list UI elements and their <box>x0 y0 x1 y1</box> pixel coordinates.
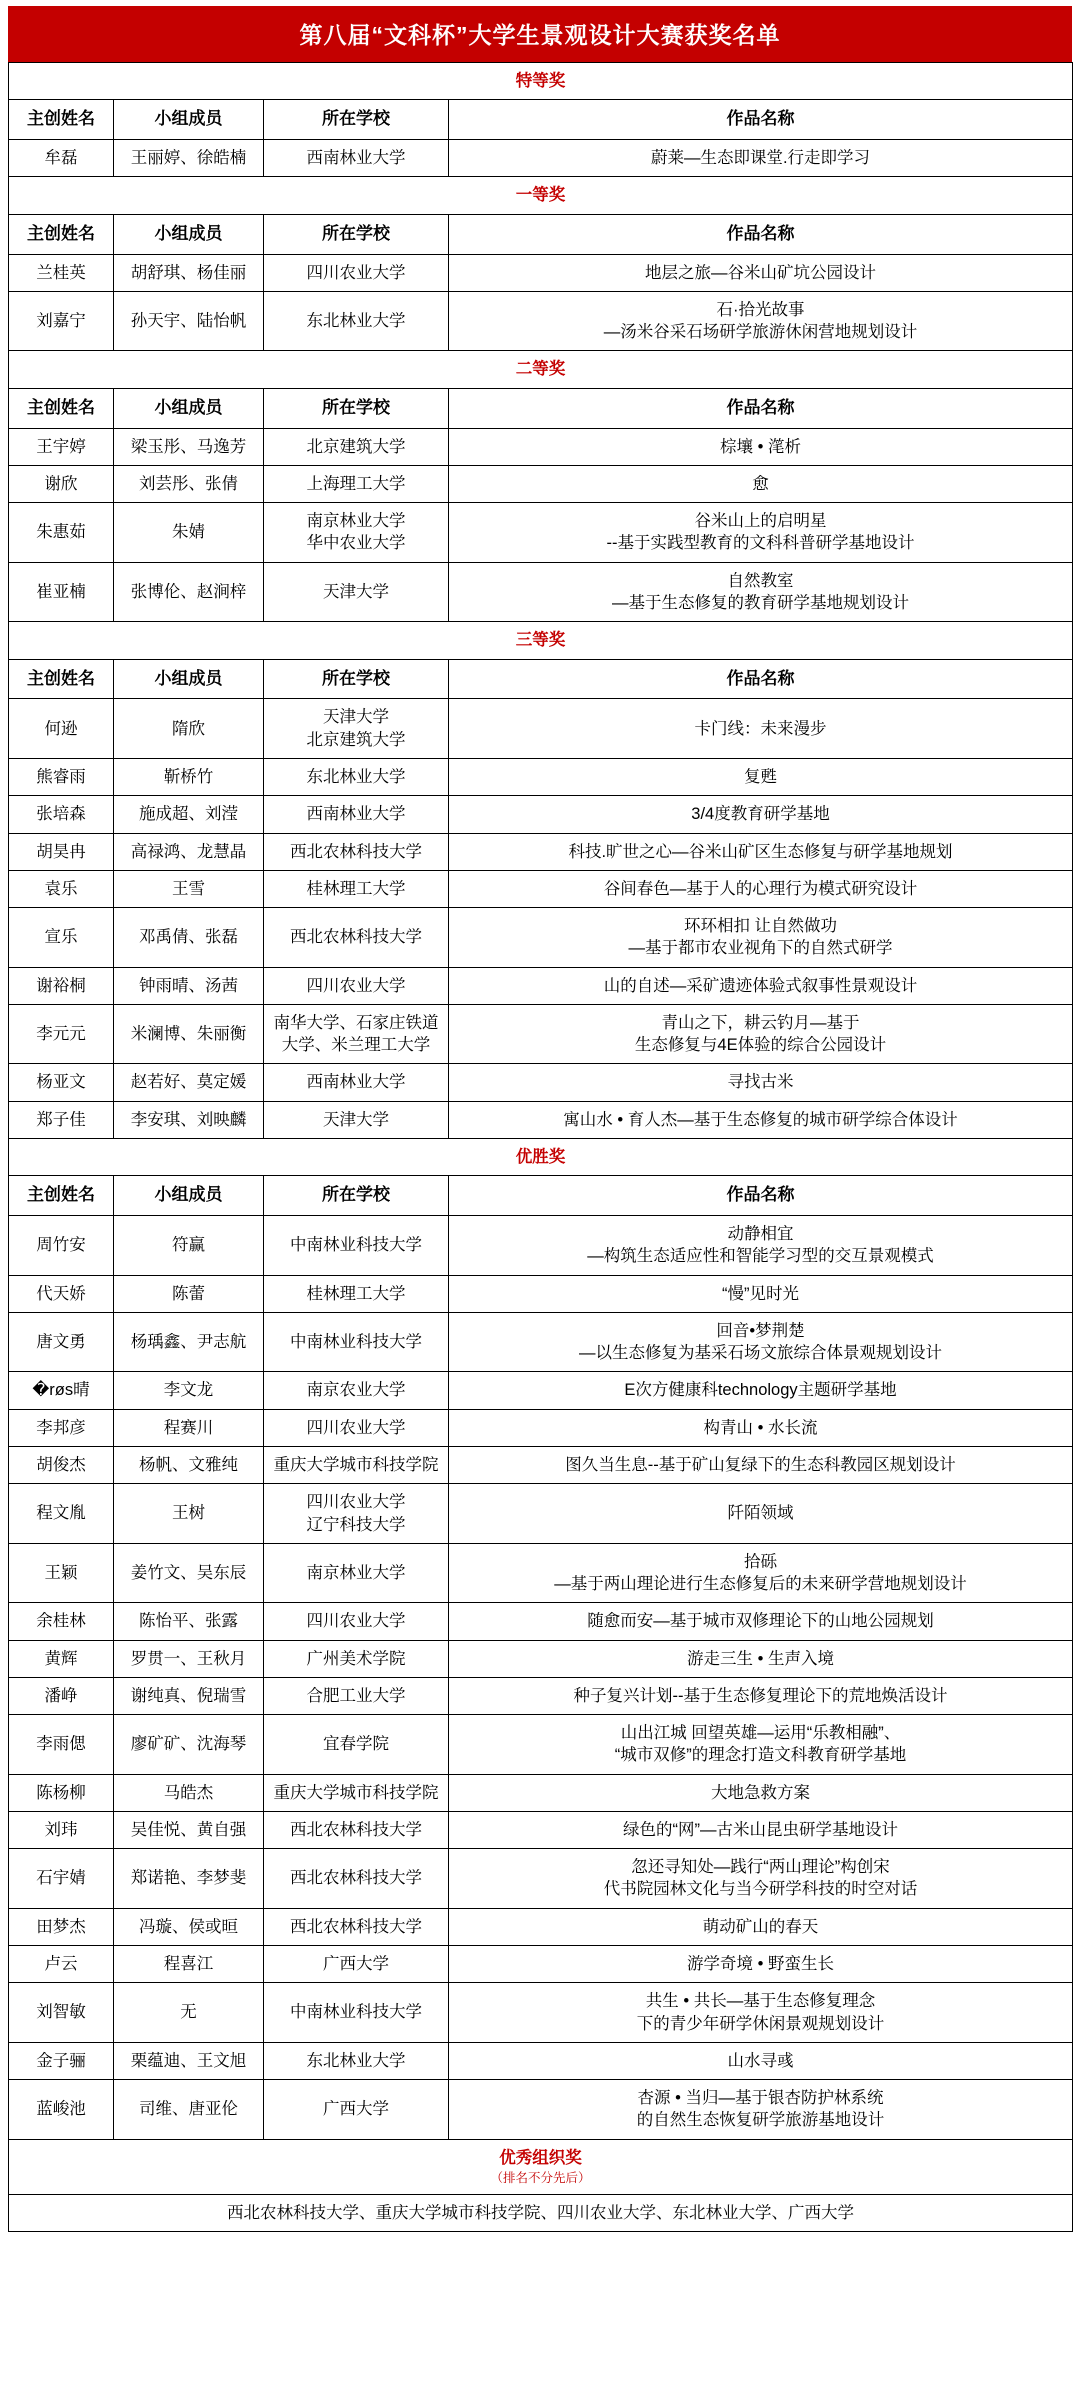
work-title: 寓山水 • 育人杰—基于生态修复的城市研学综合体设计 <box>449 1101 1073 1138</box>
work-title: 种子复兴计划--基于生态修复理论下的荒地焕活设计 <box>449 1677 1073 1714</box>
table-row <box>9 254 1073 291</box>
section-heading-row <box>9 1138 1073 1175</box>
work-title: 石·拾光故事 —汤米谷采石场研学旅游休闲营地规划设计 <box>449 291 1073 351</box>
school: 合肥工业大学 <box>264 1677 449 1714</box>
section-title: 三等奖 <box>9 622 1073 659</box>
column-header-2: 小组成员 <box>114 388 264 428</box>
creator-name: 陈杨柳 <box>9 1774 114 1811</box>
column-header-row <box>9 388 1073 428</box>
section-title: 特等奖 <box>9 63 1073 100</box>
team-members: 冯璇、侯或晅 <box>114 1908 264 1945</box>
table-row <box>9 908 1073 968</box>
work-title: 山出江城 回望英雄—运用“乐教相融”、 “城市双修”的理念打造文科教育研学基地 <box>449 1715 1073 1775</box>
work-title: 动静相宜 —构筑生态适应性和智能学习型的交互景观模式 <box>449 1216 1073 1276</box>
creator-name: 谢裕桐 <box>9 967 114 1004</box>
column-header-2: 小组成员 <box>114 1176 264 1216</box>
creator-name: 程文胤 <box>9 1484 114 1544</box>
school: 西南林业大学 <box>264 140 449 177</box>
org-award-list: 西北农林科技大学、重庆大学城市科技学院、四川农业大学、东北林业大学、广西大学 <box>9 2194 1073 2231</box>
team-members: 王树 <box>114 1484 264 1544</box>
school: 中南林业科技大学 <box>264 1312 449 1372</box>
org-award-row <box>9 2194 1073 2231</box>
school: 天津大学 <box>264 1101 449 1138</box>
school: 天津大学 北京建筑大学 <box>264 699 449 759</box>
work-title: 谷米山上的启明星 --基于实践型教育的文科科普研学基地设计 <box>449 503 1073 563</box>
table-row <box>9 967 1073 1004</box>
team-members: 王雪 <box>114 870 264 907</box>
table-row <box>9 1983 1073 2043</box>
creator-name: 唐文勇 <box>9 1312 114 1372</box>
school: 四川农业大学 <box>264 254 449 291</box>
section-title: 二等奖 <box>9 351 1073 388</box>
school: 桂林理工大学 <box>264 870 449 907</box>
creator-name: 黄辉 <box>9 1640 114 1677</box>
column-header-3: 所在学校 <box>264 659 449 699</box>
creator-name: 石宇婧 <box>9 1849 114 1909</box>
table-row <box>9 1101 1073 1138</box>
school: 四川农业大学 <box>264 967 449 1004</box>
creator-name: 王宇婷 <box>9 428 114 465</box>
table-row <box>9 1484 1073 1544</box>
school: 西北农林科技大学 <box>264 833 449 870</box>
table-row <box>9 503 1073 563</box>
school: 西南林业大学 <box>264 1064 449 1101</box>
table-row <box>9 1446 1073 1483</box>
creator-name: 余桂林 <box>9 1603 114 1640</box>
team-members: 隋欣 <box>114 699 264 759</box>
section-heading-row <box>9 177 1073 214</box>
table-row <box>9 1908 1073 1945</box>
creator-name: 谢欣 <box>9 465 114 502</box>
org-award-title: 优秀组织奖 （排名不分先后） <box>9 2139 1073 2194</box>
column-header-1: 主创姓名 <box>9 1176 114 1216</box>
page-title: 第八届“文科杯”大学生景观设计大赛获奖名单 <box>8 6 1072 62</box>
table-row <box>9 1677 1073 1714</box>
creator-name: 袁乐 <box>9 870 114 907</box>
school: 四川农业大学 辽宁科技大学 <box>264 1484 449 1544</box>
column-header-3: 所在学校 <box>264 214 449 254</box>
table-row <box>9 1004 1073 1064</box>
table-row <box>9 2042 1073 2079</box>
section-heading-row <box>9 622 1073 659</box>
team-members: 谢纯真、倪瑞雪 <box>114 1677 264 1714</box>
org-award-heading-row <box>9 2139 1073 2194</box>
school: 四川农业大学 <box>264 1603 449 1640</box>
work-title: 构青山 • 水长流 <box>449 1409 1073 1446</box>
table-row <box>9 833 1073 870</box>
creator-name: 何逊 <box>9 699 114 759</box>
team-members: 陈蕾 <box>114 1275 264 1312</box>
school: 天津大学 <box>264 562 449 622</box>
work-title: 拾砾 —基于两山理论进行生态修复后的未来研学营地规划设计 <box>449 1543 1073 1603</box>
column-header-row <box>9 659 1073 699</box>
team-members: 刘芸彤、张倩 <box>114 465 264 502</box>
school: 广西大学 <box>264 1945 449 1982</box>
team-members: 郑诺艳、李梦斐 <box>114 1849 264 1909</box>
work-title: “慢”见时光 <box>449 1275 1073 1312</box>
creator-name: 王颖 <box>9 1543 114 1603</box>
creator-name: 崔亚楠 <box>9 562 114 622</box>
table-row <box>9 562 1073 622</box>
table-row <box>9 1372 1073 1409</box>
table-row <box>9 870 1073 907</box>
team-members: 张博伦、赵涧梓 <box>114 562 264 622</box>
creator-name: 李雨偲 <box>9 1715 114 1775</box>
team-members: 朱婧 <box>114 503 264 563</box>
team-members: 栗蕴迪、王文旭 <box>114 2042 264 2079</box>
table-row <box>9 2080 1073 2140</box>
column-header-row <box>9 1176 1073 1216</box>
work-title: 游学奇境 • 野蛮生长 <box>449 1945 1073 1982</box>
column-header-4: 作品名称 <box>449 659 1073 699</box>
team-members: 施成超、刘滢 <box>114 796 264 833</box>
school: 南京林业大学 华中农业大学 <box>264 503 449 563</box>
school: 上海理工大学 <box>264 465 449 502</box>
creator-name: 卢云 <box>9 1945 114 1982</box>
work-title: 复甦 <box>449 759 1073 796</box>
work-title: 3/4度教育研学基地 <box>449 796 1073 833</box>
school: 南京农业大学 <box>264 1372 449 1409</box>
work-title: 地层之旅—谷米山矿坑公园设计 <box>449 254 1073 291</box>
creator-name: 田梦杰 <box>9 1908 114 1945</box>
column-header-3: 所在学校 <box>264 388 449 428</box>
column-header-4: 作品名称 <box>449 100 1073 140</box>
team-members: 李安琪、刘映麟 <box>114 1101 264 1138</box>
table-row <box>9 1811 1073 1848</box>
team-members: 梁玉彤、马逸芳 <box>114 428 264 465</box>
creator-name: 朱惠茹 <box>9 503 114 563</box>
table-row <box>9 796 1073 833</box>
table-row <box>9 1849 1073 1909</box>
work-title: 共生 • 共长—基于生态修复理念 下的青少年研学休闲景观规划设计 <box>449 1983 1073 2043</box>
school: 中南林业科技大学 <box>264 1983 449 2043</box>
table-row <box>9 1543 1073 1603</box>
work-title: 青山之下，耕云钓月—基于 生态修复与4E体验的综合公园设计 <box>449 1004 1073 1064</box>
team-members: 廖矿矿、沈海琴 <box>114 1715 264 1775</box>
team-members: 邓禹倩、张磊 <box>114 908 264 968</box>
school: 东北林业大学 <box>264 759 449 796</box>
creator-name: 代天娇 <box>9 1275 114 1312</box>
school: 东北林业大学 <box>264 291 449 351</box>
team-members: 司维、唐亚伦 <box>114 2080 264 2140</box>
creator-name: 刘玮 <box>9 1811 114 1848</box>
column-header-row <box>9 100 1073 140</box>
column-header-4: 作品名称 <box>449 1176 1073 1216</box>
school: 重庆大学城市科技学院 <box>264 1774 449 1811</box>
team-members: 赵若好、莫定媛 <box>114 1064 264 1101</box>
team-members: 程赛川 <box>114 1409 264 1446</box>
creator-name: �røs晴 <box>9 1372 114 1409</box>
column-header-3: 所在学校 <box>264 1176 449 1216</box>
team-members: 靳桥竹 <box>114 759 264 796</box>
table-row <box>9 1774 1073 1811</box>
team-members: 罗贯一、王秋月 <box>114 1640 264 1677</box>
work-title: 愈 <box>449 465 1073 502</box>
school: 广西大学 <box>264 2080 449 2140</box>
team-members: 王丽婷、徐皓楠 <box>114 140 264 177</box>
team-members: 胡舒琪、杨佳丽 <box>114 254 264 291</box>
school: 南京林业大学 <box>264 1543 449 1603</box>
creator-name: 熊睿雨 <box>9 759 114 796</box>
team-members: 杨帆、文雅纯 <box>114 1446 264 1483</box>
column-header-2: 小组成员 <box>114 100 264 140</box>
table-row <box>9 1312 1073 1372</box>
creator-name: 李邦彦 <box>9 1409 114 1446</box>
creator-name: 周竹安 <box>9 1216 114 1276</box>
work-title: 阡陌领域 <box>449 1484 1073 1544</box>
school: 西北农林科技大学 <box>264 1849 449 1909</box>
work-title: 环环相扣 让自然做功 —基于都市农业视角下的自然式研学 <box>449 908 1073 968</box>
award-table-body <box>9 63 1073 2232</box>
creator-name: 牟磊 <box>9 140 114 177</box>
work-title: 萌动矿山的春天 <box>449 1908 1073 1945</box>
column-header-3: 所在学校 <box>264 100 449 140</box>
school: 西北农林科技大学 <box>264 908 449 968</box>
award-table <box>8 62 1073 2232</box>
section-heading-row <box>9 351 1073 388</box>
column-header-2: 小组成员 <box>114 214 264 254</box>
column-header-1: 主创姓名 <box>9 388 114 428</box>
work-title: 寻找古米 <box>449 1064 1073 1101</box>
table-row <box>9 1945 1073 1982</box>
team-members: 米澜博、朱丽衡 <box>114 1004 264 1064</box>
work-title: 大地急救方案 <box>449 1774 1073 1811</box>
work-title: 棕壤 • 滗析 <box>449 428 1073 465</box>
creator-name: 李元元 <box>9 1004 114 1064</box>
creator-name: 兰桂英 <box>9 254 114 291</box>
creator-name: 胡昊冉 <box>9 833 114 870</box>
school: 北京建筑大学 <box>264 428 449 465</box>
team-members: 符赢 <box>114 1216 264 1276</box>
school: 西北农林科技大学 <box>264 1811 449 1848</box>
school: 桂林理工大学 <box>264 1275 449 1312</box>
team-members: 陈怡平、张露 <box>114 1603 264 1640</box>
work-title: 自然教室 —基于生态修复的教育研学基地规划设计 <box>449 562 1073 622</box>
work-title: E次方健康科technology主题研学基地 <box>449 1372 1073 1409</box>
team-members: 杨瑀鑫、尹志航 <box>114 1312 264 1372</box>
creator-name: 宣乐 <box>9 908 114 968</box>
team-members: 高禄鸿、龙慧晶 <box>114 833 264 870</box>
creator-name: 郑子佳 <box>9 1101 114 1138</box>
table-row <box>9 1715 1073 1775</box>
table-row <box>9 465 1073 502</box>
column-header-4: 作品名称 <box>449 214 1073 254</box>
section-heading-row <box>9 63 1073 100</box>
creator-name: 张培森 <box>9 796 114 833</box>
team-members: 马皓杰 <box>114 1774 264 1811</box>
table-row <box>9 1603 1073 1640</box>
team-members: 程喜江 <box>114 1945 264 1982</box>
work-title: 忽还寻知处—践行“两山理论”构创宋 代书院园林文化与当今研学科技的时空对话 <box>449 1849 1073 1909</box>
org-award-note: （排名不分先后） <box>490 2170 591 2185</box>
work-title: 山的自述—采矿遗迹体验式叙事性景观设计 <box>449 967 1073 1004</box>
work-title: 蔚莱—生态即课堂.行走即学习 <box>449 140 1073 177</box>
school: 中南林业科技大学 <box>264 1216 449 1276</box>
school: 宜春学院 <box>264 1715 449 1775</box>
creator-name: 潘峥 <box>9 1677 114 1714</box>
table-row <box>9 1216 1073 1276</box>
work-title: 卡门线：未来漫步 <box>449 699 1073 759</box>
creator-name: 杨亚文 <box>9 1064 114 1101</box>
table-row <box>9 140 1073 177</box>
creator-name: 金子骊 <box>9 2042 114 2079</box>
work-title: 回音•梦荆楚 —以生态修复为基采石场文旅综合体景观规划设计 <box>449 1312 1073 1372</box>
creator-name: 胡俊杰 <box>9 1446 114 1483</box>
table-row <box>9 428 1073 465</box>
column-header-row <box>9 214 1073 254</box>
work-title: 杏源 • 当归—基于银杏防护林系统 的自然生态恢复研学旅游基地设计 <box>449 2080 1073 2140</box>
section-title: 一等奖 <box>9 177 1073 214</box>
school: 西北农林科技大学 <box>264 1908 449 1945</box>
school: 四川农业大学 <box>264 1409 449 1446</box>
school: 西南林业大学 <box>264 796 449 833</box>
table-row <box>9 759 1073 796</box>
work-title: 山水寻彧 <box>449 2042 1073 2079</box>
column-header-1: 主创姓名 <box>9 659 114 699</box>
table-row <box>9 699 1073 759</box>
section-title: 优胜奖 <box>9 1138 1073 1175</box>
school: 南华大学、石家庄铁道 大学、米兰理工大学 <box>264 1004 449 1064</box>
creator-name: 刘智敏 <box>9 1983 114 2043</box>
team-members: 钟雨晴、汤茜 <box>114 967 264 1004</box>
work-title: 游走三生 • 生声入境 <box>449 1640 1073 1677</box>
work-title: 绿色的“网”—古米山昆虫研学基地设计 <box>449 1811 1073 1848</box>
school: 重庆大学城市科技学院 <box>264 1446 449 1483</box>
column-header-1: 主创姓名 <box>9 214 114 254</box>
team-members: 吴佳悦、黄自强 <box>114 1811 264 1848</box>
work-title: 谷间春色—基于人的心理行为模式研究设计 <box>449 870 1073 907</box>
table-row <box>9 1640 1073 1677</box>
team-members: 无 <box>114 1983 264 2043</box>
table-row <box>9 1064 1073 1101</box>
column-header-4: 作品名称 <box>449 388 1073 428</box>
table-row <box>9 291 1073 351</box>
team-members: 姜竹文、吴东辰 <box>114 1543 264 1603</box>
school: 东北林业大学 <box>264 2042 449 2079</box>
team-members: 李文龙 <box>114 1372 264 1409</box>
work-title: 图久当生息--基于矿山复绿下的生态科教园区规划设计 <box>449 1446 1073 1483</box>
table-row <box>9 1409 1073 1446</box>
column-header-1: 主创姓名 <box>9 100 114 140</box>
column-header-2: 小组成员 <box>114 659 264 699</box>
work-title: 科技.旷世之心—谷米山矿区生态修复与研学基地规划 <box>449 833 1073 870</box>
team-members: 孙天宇、陆怡帆 <box>114 291 264 351</box>
creator-name: 刘嘉宁 <box>9 291 114 351</box>
creator-name: 蓝峻池 <box>9 2080 114 2140</box>
work-title: 随愈而安—基于城市双修理论下的山地公园规划 <box>449 1603 1073 1640</box>
school: 广州美术学院 <box>264 1640 449 1677</box>
table-row <box>9 1275 1073 1312</box>
